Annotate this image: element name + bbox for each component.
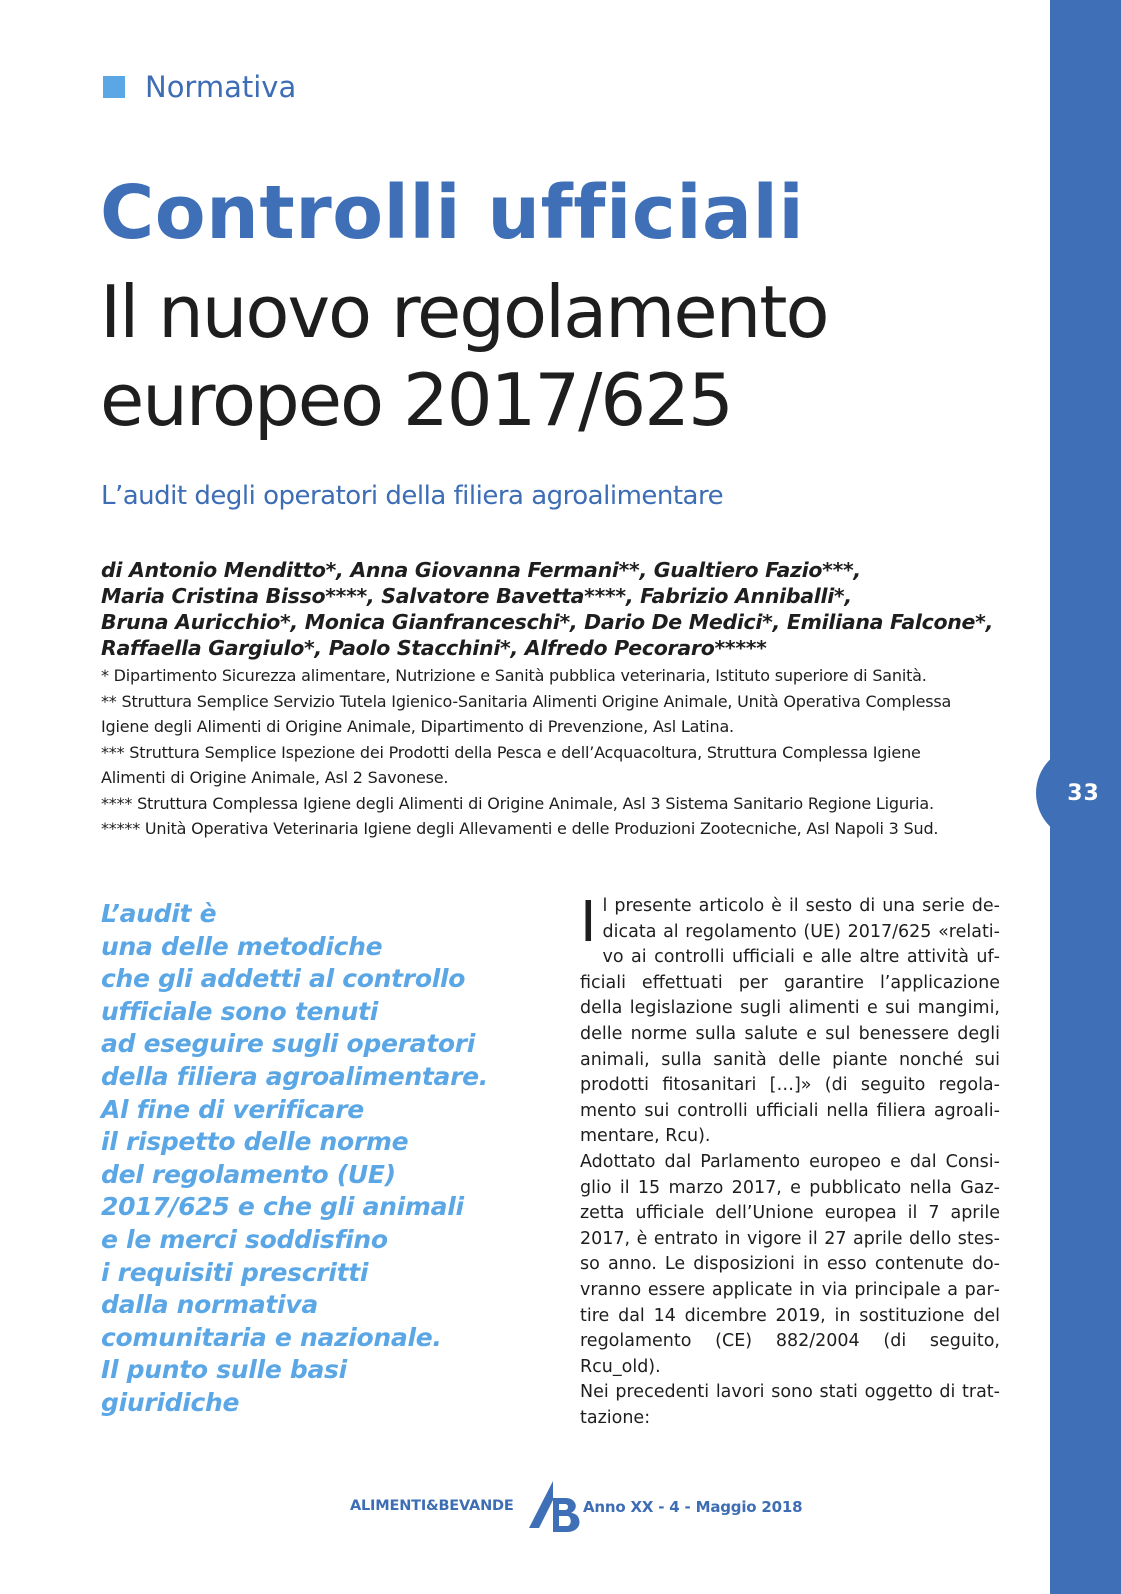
pull-quote-line: ad eseguire sugli operatori <box>101 1029 476 1059</box>
pull-quote-line: giuridiche <box>101 1387 240 1417</box>
affiliation-list <box>101 663 1021 842</box>
body-paragraph <box>580 890 1000 1150</box>
pull-quote-line: Al fine di verificare <box>101 1094 364 1124</box>
pull-quote-line: Il punto sulle basi <box>101 1355 347 1385</box>
footer-publication-name: ALIMENTI&BEVANDE <box>350 1498 514 1514</box>
author-line: Bruna Auricchio*, Monica Gianfranceschi*, Dario De Medici*, Emiliana Falcone*, <box>101 610 994 634</box>
pull-quote-line: e le merci soddisfino <box>101 1224 388 1254</box>
affiliation-line: Alimenti di Origine Animale, Asl 2 Savonese. <box>101 768 449 787</box>
author-line: Maria Cristina Bisso****, Salvatore Bavetta****, Fabrizio Anniballi*, <box>101 584 852 608</box>
page-number-tab <box>1036 746 1121 840</box>
title-main-line-1: Il nuovo regolamento <box>100 270 828 354</box>
affiliation-line: **** Struttura Complessa Igiene degli Alimenti di Origine Animale, Asl 3 Sistema Sanitario Regione Liguria. <box>101 793 934 813</box>
footer <box>350 1478 810 1538</box>
author-line: Raffaella Gargiulo*, Paolo Stacchini*, Alfredo Pecoraro***** <box>101 636 767 660</box>
title-main-line-2: europeo 2017/625 <box>100 358 732 442</box>
body-paragraph-text: l presente articolo è il sesto di una serie dedicata al regolamento (UE) 2017/625 «relativo ai controlli ufficiali e alle altre attività ufficiali effettuati per garantire l’applicazione della legislazione sugli alimenti e sui mangimi, delle norme sulla salute e sul benessere degli animali, sulla sanità delle piante nonché sui prodotti fitosanitari […]» (di seguito regolamento sui controlli ufficiali nella filiera agroalimentare, Rcu). <box>580 896 1000 1147</box>
section-label <box>103 70 296 104</box>
affiliation-line: *** Struttura Semplice Ispezione dei Prodotti della Pesca e dell’Acquacoltura, Struttura Complessa Igiene <box>101 742 921 762</box>
section-label-text: Normativa <box>145 70 297 104</box>
pull-quote-line: del regolamento (UE) <box>101 1159 396 1189</box>
pull-quote-line: ufficiale sono tenuti <box>101 996 379 1026</box>
section-square-icon <box>103 76 125 98</box>
page-number: 33 <box>1067 780 1100 806</box>
pull-quote-line: L’audit è <box>101 899 217 928</box>
subtitle: L’audit degli operatori della filiera agroalimentare <box>101 481 724 511</box>
affiliation-line: * Dipartimento Sicurezza alimentare, Nutrizione e Sanità pubblica veterinaria, Istituto superiore di Sanità. <box>101 666 927 685</box>
body-paragraph: Adottato dal Parlamento europeo e dal Consiglio il 15 marzo 2017, e pubblicato nella Gazzetta ufficiale dell’Unione europea il 7 aprile 2017, è entrato in vigore il 27 aprile dello stesso anno. Le disposizioni in esso contenute dovranno essere applicate in via principale a partire dal 14 dicembre 2019, in sostituzione del regolamento (CE) 882/2004 (di seguito, Rcu_old). <box>580 1151 1000 1377</box>
affiliation-line: Igiene degli Alimenti di Origine Animale, Dipartimento di Prevenzione, Asl Latina. <box>101 717 734 736</box>
article-body <box>580 890 1000 1431</box>
ab-logo-icon <box>523 1478 583 1534</box>
pull-quote-line: una delle metodiche <box>101 931 383 961</box>
footer-issue-info: Anno XX - 4 - Maggio 2018 <box>583 1498 803 1516</box>
pull-quote-line: che gli addetti al controllo <box>101 964 466 994</box>
title-main <box>100 268 828 444</box>
drop-cap: I <box>580 890 597 955</box>
pull-quote-line: i requisiti prescritti <box>101 1257 369 1287</box>
title-highlight: Controlli ufficiali <box>100 170 805 256</box>
author-list <box>101 557 1031 661</box>
pull-quote-line: dalla normativa <box>101 1290 318 1320</box>
pull-quote-line: della filiera agroalimentare. <box>101 1061 488 1091</box>
body-paragraph: Nei precedenti lavori sono stati oggetto di trattazione: <box>580 1382 1000 1428</box>
author-line: di Antonio Menditto*, Anna Giovanna Fermani**, Gualtiero Fazio***, <box>101 558 861 582</box>
pull-quote <box>101 898 561 1420</box>
affiliation-line: ** Struttura Semplice Servizio Tutela Igienico-Sanitaria Alimenti Origine Animale, Unità Operativa Complessa <box>101 691 952 711</box>
pull-quote-line: comunitaria e nazionale. <box>101 1322 442 1352</box>
affiliation-line: ***** Unità Operativa Veterinaria Igiene degli Allevamenti e delle Produzioni Zootecniche, Asl Napoli 3 Sud. <box>101 819 939 838</box>
pull-quote-line: 2017/625 e che gli animali <box>101 1192 464 1222</box>
pull-quote-line: il rispetto delle norme <box>101 1127 409 1157</box>
